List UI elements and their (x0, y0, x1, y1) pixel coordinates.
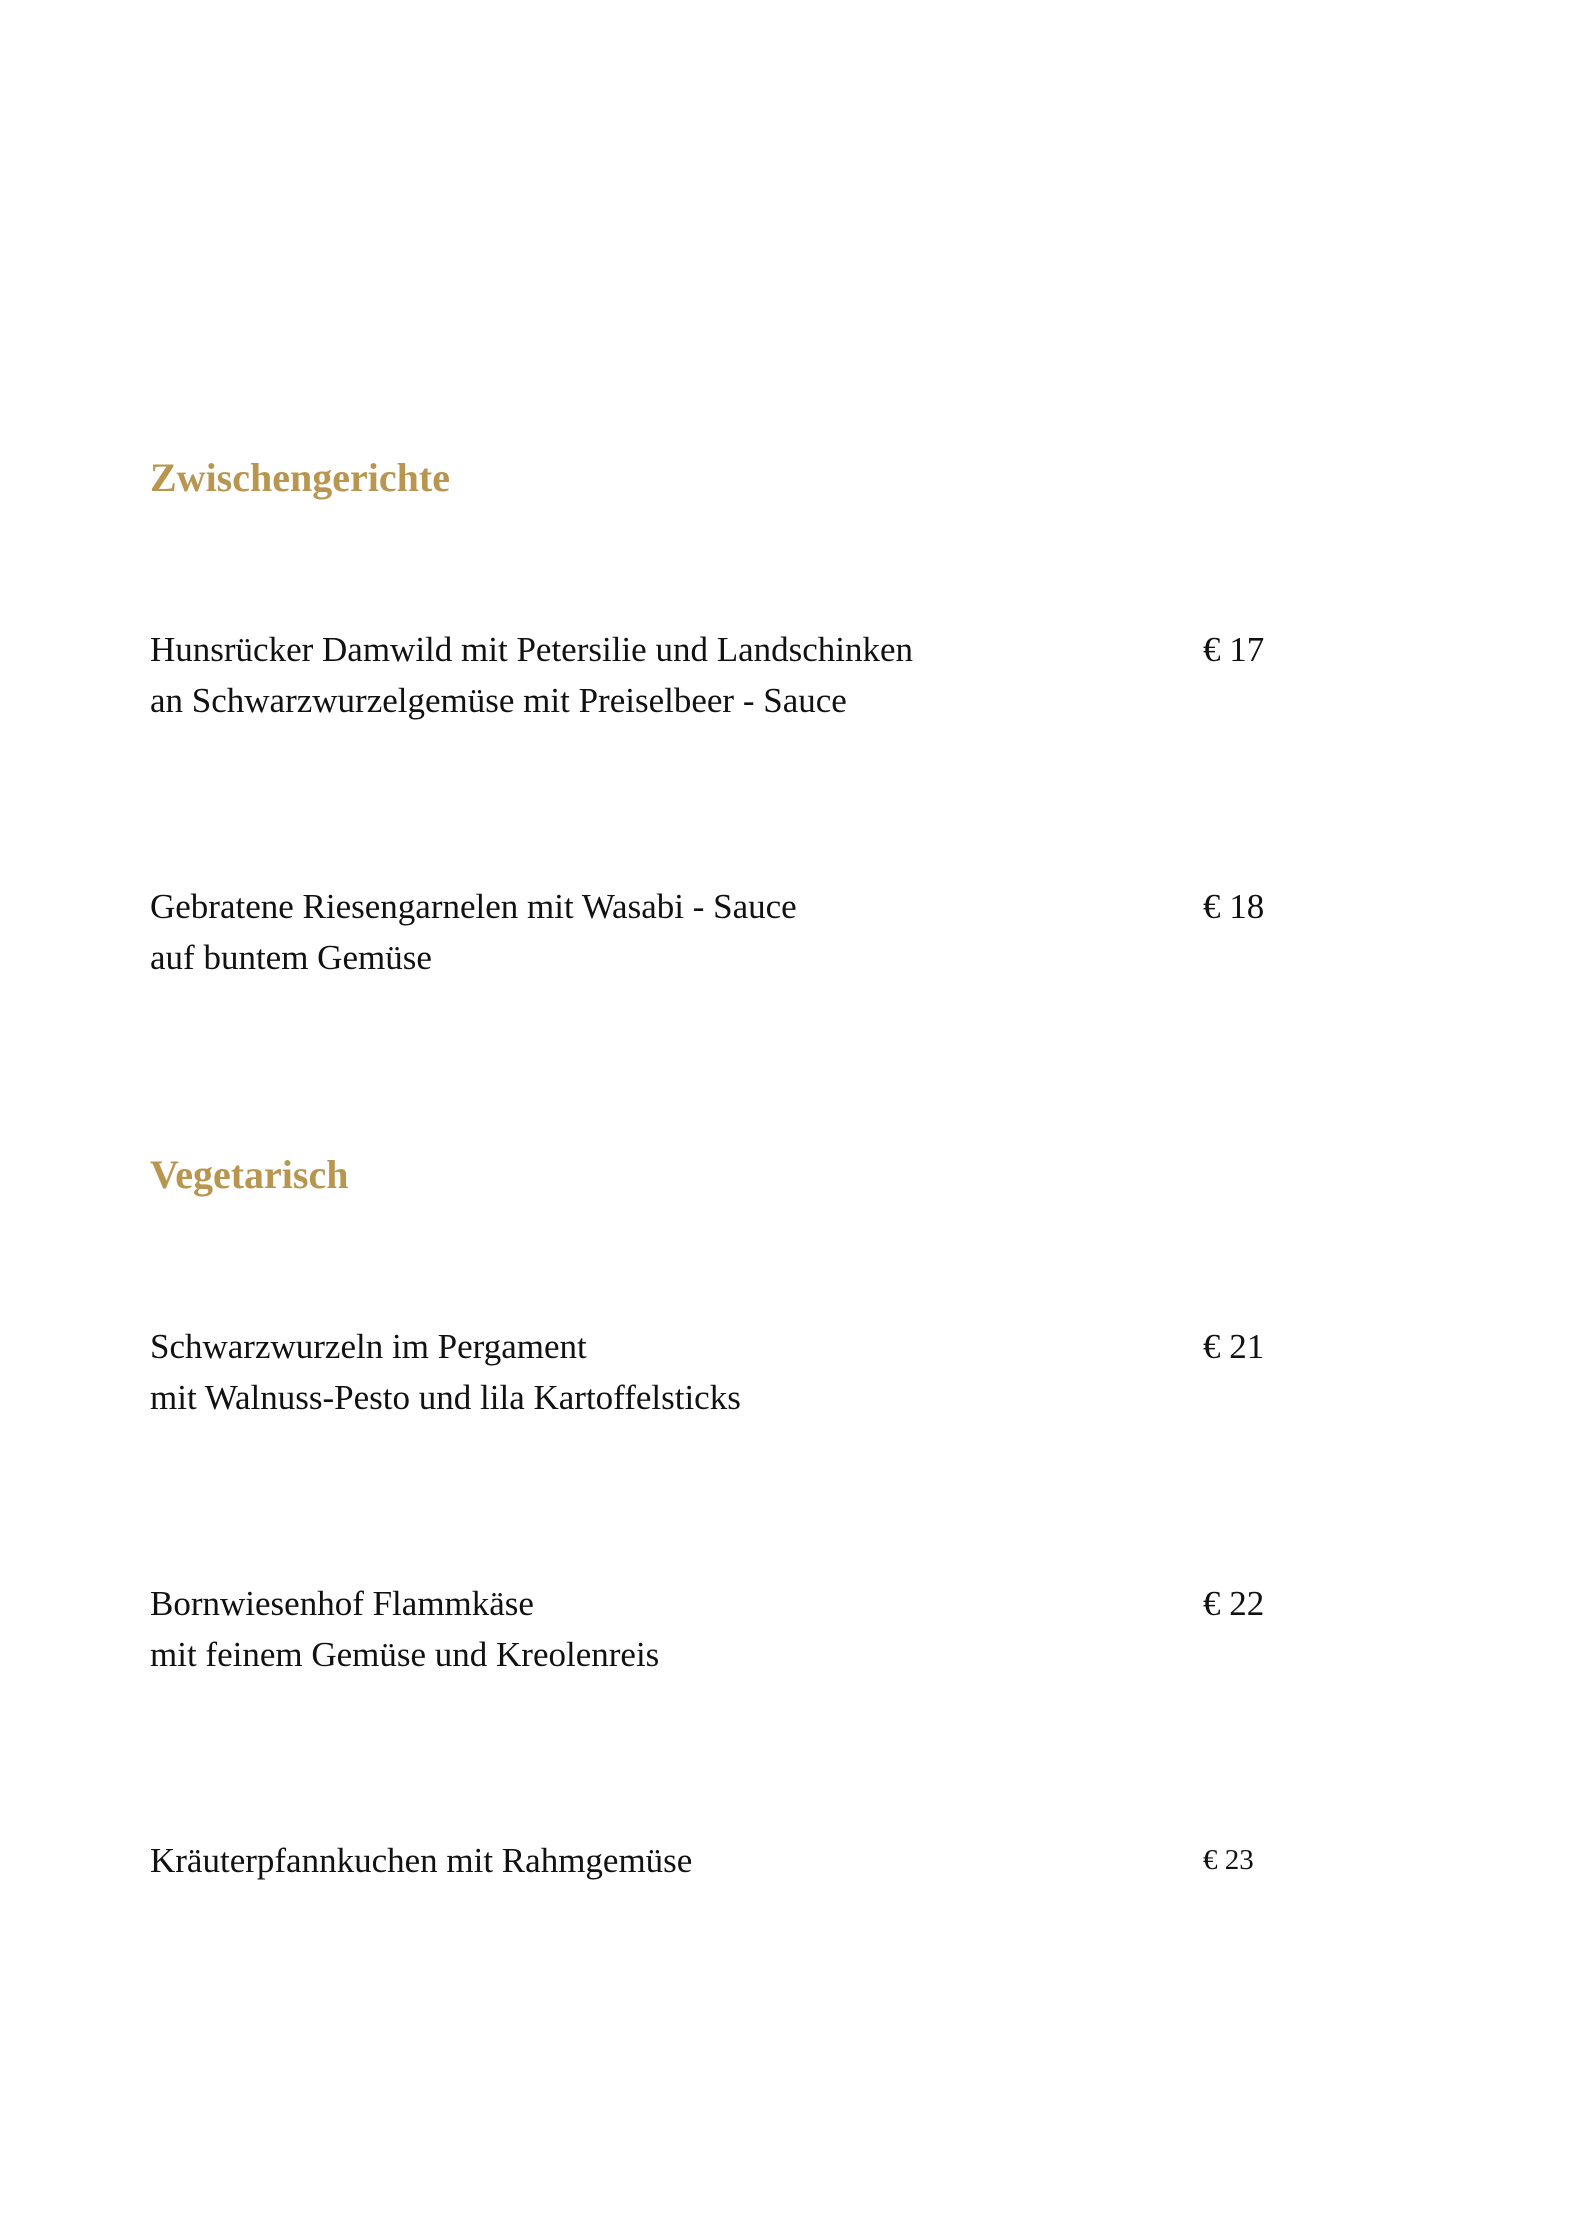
section-title-vegetarisch: Vegetarisch (150, 1152, 349, 1197)
dish-name: Gebratene Riesengarnelen mit Wasabi - Sauce (150, 887, 797, 926)
menu-item-flammkaese (150, 1578, 1300, 1680)
menu-item-damwild (150, 624, 1300, 726)
section-title-zwischengerichte: Zwischengerichte (150, 455, 450, 500)
dish-name: Schwarzwurzeln im Pergament (150, 1327, 587, 1366)
dish-name: Hunsrücker Damwild mit Petersilie und Landschinken (150, 630, 914, 669)
dish-description: an Schwarzwurzelgemüse mit Preiselbeer - Sauce (150, 681, 847, 720)
dish-name: Bornwiesenhof Flammkäse (150, 1584, 534, 1623)
dish-price: € 17 (1203, 630, 1265, 669)
dish-description: mit Walnuss-Pesto und lila Kartoffelsticks (150, 1378, 741, 1417)
dish-price: € 21 (1203, 1327, 1265, 1366)
dish-name: Kräuterpfannkuchen mit Rahmgemüse (150, 1841, 693, 1880)
dish-description: auf buntem Gemüse (150, 938, 432, 977)
dish-price: € 23 (1203, 1844, 1254, 1876)
dish-price: € 18 (1203, 887, 1265, 926)
dish-price: € 22 (1203, 1584, 1265, 1623)
dish-description: mit feinem Gemüse und Kreolenreis (150, 1635, 660, 1674)
menu-item-riesengarnelen (150, 881, 1300, 983)
menu-item-kraeuterpfannkuchen (150, 1835, 1300, 1886)
menu-item-schwarzwurzeln (150, 1321, 1300, 1423)
